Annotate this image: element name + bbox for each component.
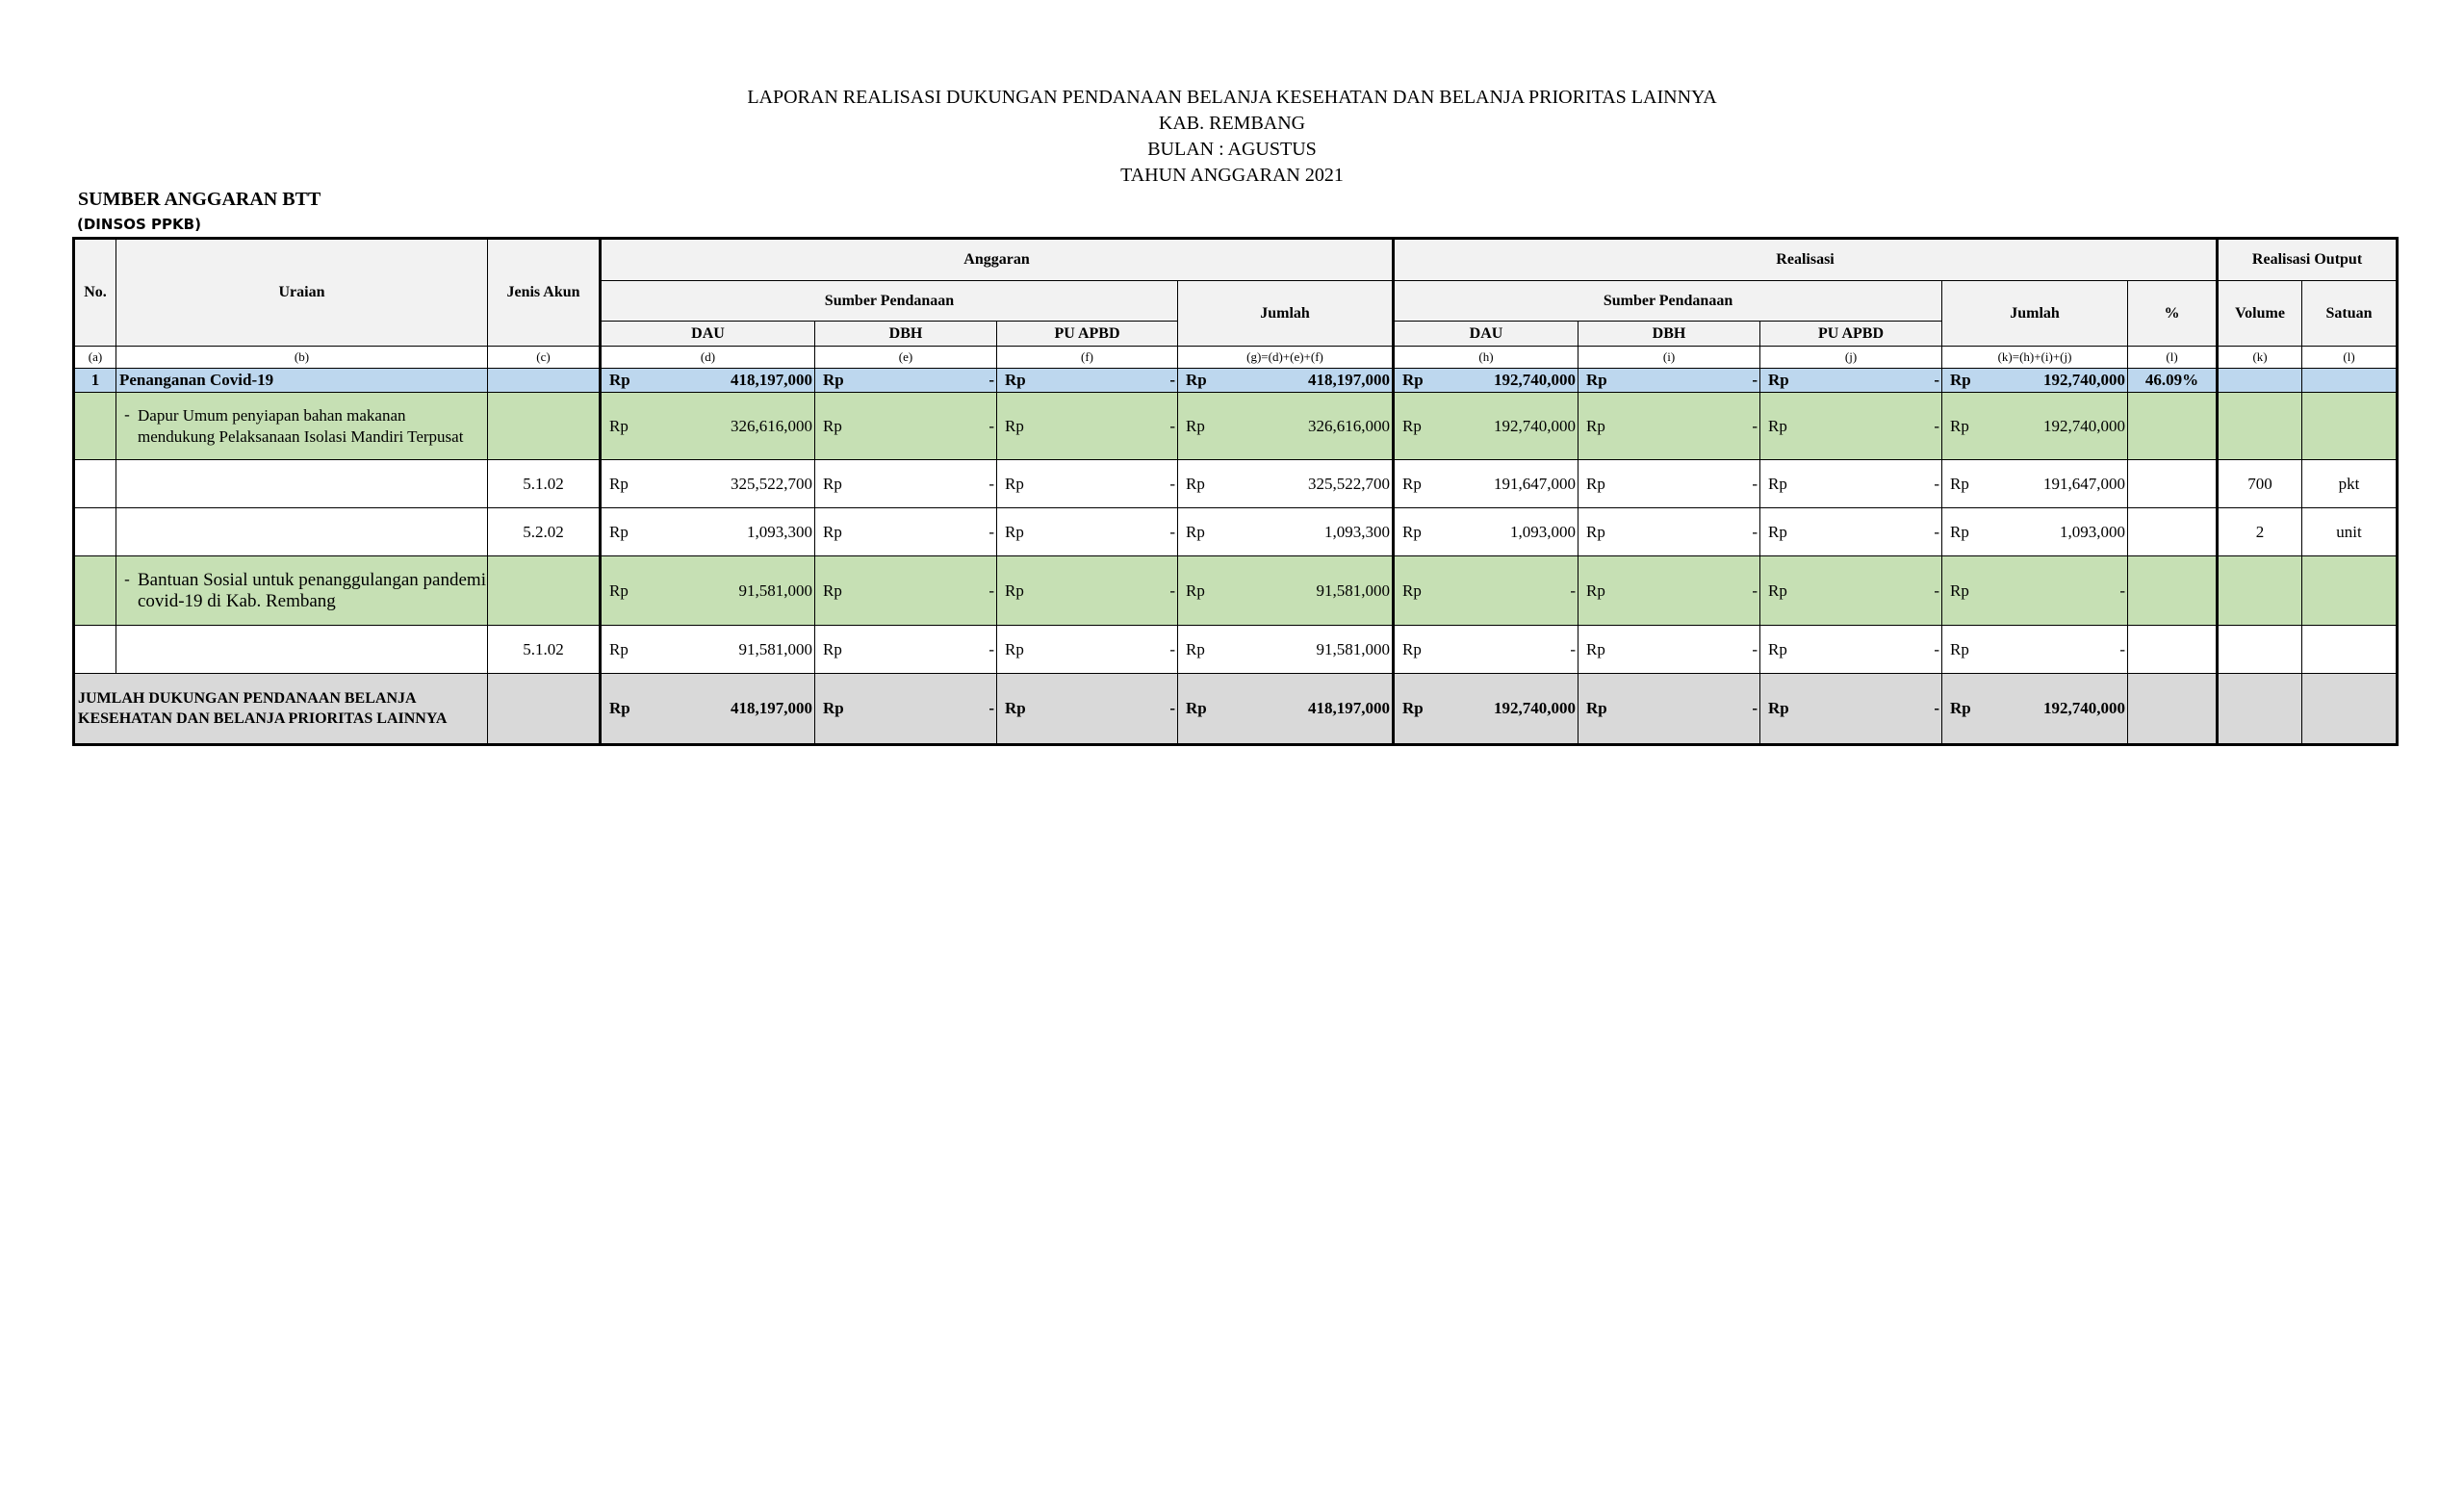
report-table [72, 237, 2399, 746]
code-cell: (a) [74, 347, 116, 369]
title-line-3: BULAN : AGUSTUS [1147, 139, 1317, 160]
rp-symbol: Rp [609, 371, 630, 389]
row-satuan [2302, 556, 2398, 626]
rp-symbol: Rp [1005, 522, 1024, 541]
rp-symbol: Rp [1768, 699, 1789, 717]
code-cell: (g)=(d)+(e)+(f) [1178, 347, 1394, 369]
row-anggaran-dbh: - [988, 522, 994, 541]
col-anggaran-dbh: DBH [815, 322, 997, 347]
code-cell: (c) [488, 347, 601, 369]
rp-symbol: Rp [1950, 522, 1969, 541]
total-label: JUMLAH DUKUNGAN PENDANAAN BELANJA KESEHATAN DAN BELANJA PRIORITAS LAINNYA [74, 674, 488, 745]
row-realisasi-dbh: - [1752, 580, 1758, 600]
row-realisasi-pu: - [1934, 580, 1940, 600]
total-realisasi-pu: - [1934, 699, 1940, 717]
row-anggaran-pu: - [1169, 474, 1175, 493]
row-volume [2218, 626, 2302, 674]
row-jenis-akun: 5.1.02 [488, 626, 601, 674]
row-anggaran-dau: 1,093,300 [747, 522, 812, 541]
row-volume [2218, 393, 2302, 460]
section-anggaran-dau: 418,197,000 [731, 371, 812, 389]
rp-symbol: Rp [1186, 699, 1207, 717]
section-label: Penanganan Covid-19 [116, 369, 488, 393]
rp-symbol: Rp [823, 416, 842, 435]
total-row [74, 674, 2398, 745]
rp-symbol: Rp [1005, 639, 1024, 658]
row-uraian: Bantuan Sosial untuk penanggulangan pandemi covid-19 di Kab. Rembang [138, 569, 486, 611]
title-line-2: KAB. REMBANG [1158, 113, 1306, 134]
row-anggaran-pu: - [1169, 639, 1175, 658]
rp-symbol: Rp [1768, 580, 1787, 600]
row-dash: - [124, 404, 130, 424]
row-jenis-akun [488, 556, 601, 626]
section-anggaran-dbh: - [988, 371, 994, 389]
row-realisasi-pu: - [1934, 639, 1940, 658]
row-anggaran-dau: 326,616,000 [731, 416, 812, 435]
code-cell: (i) [1578, 347, 1760, 369]
col-anggaran-pu: PU APBD [997, 322, 1178, 347]
rp-symbol: Rp [1402, 699, 1424, 717]
rp-symbol: Rp [823, 580, 842, 600]
title-line-4: TAHUN ANGGARAN 2021 [1120, 165, 1344, 186]
rp-symbol: Rp [609, 474, 629, 493]
row-volume: 700 [2218, 460, 2302, 508]
rp-symbol: Rp [1586, 474, 1605, 493]
row-anggaran-jumlah: 91,581,000 [1316, 639, 1391, 658]
col-volume: Volume [2218, 281, 2302, 347]
rp-symbol: Rp [1950, 371, 1971, 389]
code-cell: (f) [997, 347, 1178, 369]
rp-symbol: Rp [1586, 522, 1605, 541]
report-title [0, 85, 2464, 189]
row-anggaran-dbh: - [988, 580, 994, 600]
row-jenis-akun [488, 393, 601, 460]
row-uraian: Dapur Umum penyiapan bahan makanan mendukung Pelaksanaan Isolasi Mandiri Terpusat [138, 405, 464, 446]
dinsos-label: (DINSOS PPKB) [77, 216, 201, 233]
rp-symbol: Rp [1586, 580, 1605, 600]
code-cell: (d) [601, 347, 815, 369]
col-satuan: Satuan [2302, 281, 2398, 347]
row-anggaran-pu: - [1169, 580, 1175, 600]
row-realisasi-dbh: - [1752, 416, 1758, 435]
col-realisasi-pu: PU APBD [1760, 322, 1942, 347]
row-realisasi-dau: 192,740,000 [1494, 416, 1577, 435]
row-satuan: unit [2302, 508, 2398, 556]
rp-symbol: Rp [1186, 639, 1205, 658]
row-volume: 2 [2218, 508, 2302, 556]
section-no: 1 [74, 369, 116, 393]
col-anggaran-jumlah: Jumlah [1178, 281, 1394, 347]
total-anggaran-pu: - [1169, 699, 1175, 717]
rp-symbol: Rp [1402, 522, 1422, 541]
rp-symbol: Rp [1586, 699, 1607, 717]
row-realisasi-dau: 1,093,000 [1510, 522, 1577, 541]
row-jenis-akun: 5.1.02 [488, 460, 601, 508]
section-percent: 46.09% [2128, 369, 2218, 393]
col-realisasi-sumber: Sumber Pendanaan [1394, 281, 1942, 322]
row-volume [2218, 556, 2302, 626]
rp-symbol: Rp [823, 522, 842, 541]
rp-symbol: Rp [1768, 522, 1787, 541]
row-realisasi-pu: - [1934, 522, 1940, 541]
col-anggaran-dau: DAU [601, 322, 815, 347]
rp-symbol: Rp [1950, 474, 1969, 493]
rp-symbol: Rp [823, 699, 844, 717]
row-realisasi-dbh: - [1752, 474, 1758, 493]
rp-symbol: Rp [1950, 580, 1969, 600]
row-anggaran-dau: 325,522,700 [731, 474, 812, 493]
row-anggaran-jumlah: 1,093,300 [1324, 522, 1391, 541]
table-row [74, 393, 2398, 460]
col-realisasi-jumlah: Jumlah [1942, 281, 2128, 347]
rp-symbol: Rp [1402, 371, 1424, 389]
row-anggaran-jumlah: 325,522,700 [1308, 474, 1391, 493]
total-realisasi-dbh: - [1752, 699, 1758, 717]
row-anggaran-dau: 91,581,000 [738, 639, 812, 658]
col-realisasi-dbh: DBH [1578, 322, 1760, 347]
rp-symbol: Rp [1768, 416, 1787, 435]
rp-symbol: Rp [609, 522, 629, 541]
code-cell: (h) [1394, 347, 1578, 369]
total-anggaran-dbh: - [988, 699, 994, 717]
row-realisasi-jumlah: 1,093,000 [2060, 522, 2126, 541]
row-jenis-akun: 5.2.02 [488, 508, 601, 556]
section-anggaran-pu: - [1169, 371, 1175, 389]
total-realisasi-dau: 192,740,000 [1494, 699, 1577, 717]
rp-symbol: Rp [1186, 580, 1205, 600]
section-anggaran-jumlah: 418,197,000 [1308, 371, 1391, 389]
row-realisasi-dbh: - [1752, 639, 1758, 658]
row-realisasi-dau: - [1570, 580, 1577, 600]
rp-symbol: Rp [1768, 639, 1787, 658]
rp-symbol: Rp [1402, 639, 1422, 658]
total-realisasi-jumlah: 192,740,000 [2043, 699, 2126, 717]
table-row [74, 508, 2398, 556]
row-anggaran-jumlah: 91,581,000 [1316, 580, 1391, 600]
section-row [74, 369, 2398, 393]
row-anggaran-pu: - [1169, 416, 1175, 435]
col-realisasi-output: Realisasi Output [2218, 239, 2398, 281]
row-realisasi-dau: 191,647,000 [1494, 474, 1577, 493]
row-satuan [2302, 393, 2398, 460]
row-anggaran-dbh: - [988, 416, 994, 435]
col-realisasi-dau: DAU [1394, 322, 1578, 347]
table-row [74, 556, 2398, 626]
row-realisasi-jumlah: 191,647,000 [2043, 474, 2126, 493]
rp-symbol: Rp [1186, 522, 1205, 541]
rp-symbol: Rp [1186, 371, 1207, 389]
row-realisasi-jumlah: - [2119, 580, 2126, 600]
rp-symbol: Rp [823, 371, 844, 389]
rp-symbol: Rp [1950, 639, 1969, 658]
rp-symbol: Rp [1768, 474, 1787, 493]
row-satuan [2302, 626, 2398, 674]
col-realisasi: Realisasi [1394, 239, 2218, 281]
row-anggaran-dbh: - [988, 474, 994, 493]
rp-symbol: Rp [1186, 474, 1205, 493]
section-realisasi-dau: 192,740,000 [1494, 371, 1577, 389]
rp-symbol: Rp [823, 474, 842, 493]
row-anggaran-dbh: - [988, 639, 994, 658]
code-cell: (j) [1760, 347, 1942, 369]
table-row [74, 626, 2398, 674]
section-realisasi-pu: - [1934, 371, 1940, 389]
rp-symbol: Rp [609, 416, 629, 435]
total-anggaran-jumlah: 418,197,000 [1308, 699, 1391, 717]
rp-symbol: Rp [1768, 371, 1789, 389]
title-line-1: LAPORAN REALISASI DUKUNGAN PENDANAAN BELANJA KESEHATAN DAN BELANJA PRIORITAS LAINNYA [747, 87, 1717, 108]
row-realisasi-jumlah: 192,740,000 [2043, 416, 2126, 435]
row-realisasi-pu: - [1934, 416, 1940, 435]
rp-symbol: Rp [1005, 371, 1026, 389]
col-jenis-akun: Jenis Akun [488, 239, 601, 347]
column-code-row [74, 347, 2398, 369]
rp-symbol: Rp [1402, 580, 1422, 600]
rp-symbol: Rp [1402, 416, 1422, 435]
rp-symbol: Rp [1005, 580, 1024, 600]
col-anggaran: Anggaran [601, 239, 1394, 281]
rp-symbol: Rp [823, 639, 842, 658]
col-uraian: Uraian [116, 239, 488, 347]
col-no: No. [74, 239, 116, 347]
rp-symbol: Rp [1950, 699, 1971, 717]
rp-symbol: Rp [609, 580, 629, 600]
rp-symbol: Rp [609, 639, 629, 658]
code-cell: (k)=(h)+(i)+(j) [1942, 347, 2128, 369]
sumber-anggaran-label: SUMBER ANGGARAN BTT [78, 189, 321, 210]
row-realisasi-dau: - [1570, 639, 1577, 658]
rp-symbol: Rp [1586, 639, 1605, 658]
row-satuan: pkt [2302, 460, 2398, 508]
code-cell: (e) [815, 347, 997, 369]
col-percent: % [2128, 281, 2218, 347]
code-cell: (l) [2128, 347, 2218, 369]
row-realisasi-pu: - [1934, 474, 1940, 493]
table-row [74, 460, 2398, 508]
rp-symbol: Rp [1005, 474, 1024, 493]
rp-symbol: Rp [1586, 371, 1607, 389]
section-realisasi-dbh: - [1752, 371, 1758, 389]
rp-symbol: Rp [1950, 416, 1969, 435]
rp-symbol: Rp [1005, 416, 1024, 435]
rp-symbol: Rp [1005, 699, 1026, 717]
row-dash: - [124, 569, 130, 588]
row-anggaran-pu: - [1169, 522, 1175, 541]
rp-symbol: Rp [1402, 474, 1422, 493]
row-realisasi-jumlah: - [2119, 639, 2126, 658]
rp-symbol: Rp [609, 699, 630, 717]
rp-symbol: Rp [1586, 416, 1605, 435]
row-realisasi-dbh: - [1752, 522, 1758, 541]
code-cell: (l) [2302, 347, 2398, 369]
row-anggaran-dau: 91,581,000 [738, 580, 812, 600]
code-cell: (b) [116, 347, 488, 369]
rp-symbol: Rp [1186, 416, 1205, 435]
row-anggaran-jumlah: 326,616,000 [1308, 416, 1391, 435]
section-realisasi-jumlah: 192,740,000 [2043, 371, 2126, 389]
col-anggaran-sumber: Sumber Pendanaan [601, 281, 1178, 322]
code-cell: (k) [2218, 347, 2302, 369]
total-anggaran-dau: 418,197,000 [731, 699, 812, 717]
